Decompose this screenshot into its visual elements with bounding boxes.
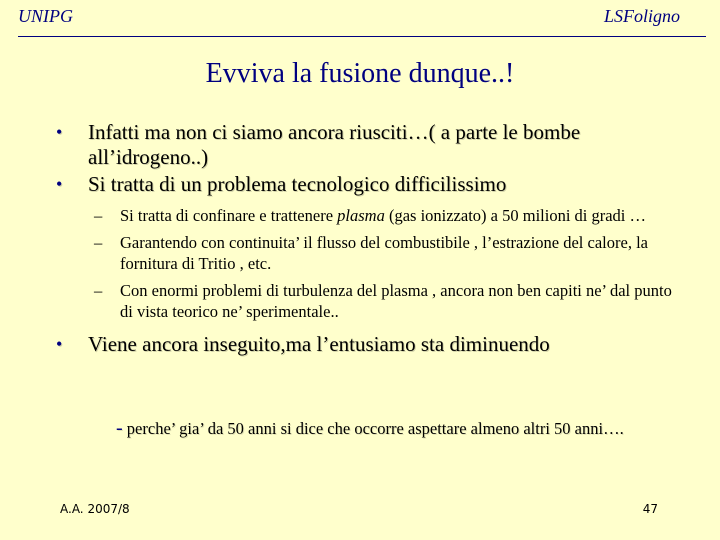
subbullet-item [94, 232, 676, 274]
subbullet-marker: – [94, 281, 103, 300]
subbullet-text-after: (gas ionizzato) a 50 milioni di gradi … [384, 206, 647, 225]
note-text: perche’ gia’ da 50 anni si dice che occorre aspettare almeno altri 50 anni…. [122, 419, 624, 438]
slide-title: Evviva la fusione dunque..! [205, 58, 515, 89]
bullet-marker: • [56, 122, 63, 142]
bullet-list [56, 120, 676, 359]
subbullet-marker: – [94, 233, 103, 252]
bullet-text: Viene ancora inseguito,ma l’entusiamo sta diminuendo [88, 332, 550, 356]
header-left-label: UNIPG [18, 6, 73, 26]
note-marker: - [116, 417, 123, 439]
bullet-item [56, 332, 676, 357]
note-paragraph [88, 416, 668, 441]
subbullet-text-before: Si tratta di confinare e trattenere [120, 206, 338, 225]
bullet-item [56, 120, 676, 170]
bullet-item [56, 172, 676, 197]
header-right-label: LSFoligno [603, 6, 680, 26]
subbullet-list [94, 205, 676, 322]
header-divider [18, 36, 706, 37]
subbullet-text: Garantendo con continuita’ il flusso del combustibile , l’estrazione del calore, la fornitura di Tritio , etc. [120, 233, 648, 273]
subbullet-marker: – [94, 206, 103, 225]
subbullet-text: Con enormi problemi di turbulenza del plasma , ancora non ben capiti ne’ dal punto di vista teorico ne’ sperimentale.. [120, 281, 672, 321]
bullet-text: Infatti ma non ci siamo ancora riusciti…( a parte le bombe all’idrogeno..) [88, 120, 581, 169]
subbullet-italic-term: plasma [337, 206, 385, 225]
bullet-marker: • [56, 334, 63, 354]
subbullet-item [94, 205, 676, 226]
subbullet-item [94, 280, 676, 322]
bullet-marker: • [56, 174, 63, 194]
footer-academic-year: A.A. 2007/8 [60, 502, 130, 516]
bullet-text: Si tratta di un problema tecnologico difficilissimo [88, 172, 507, 196]
footer-page-number: 47 [642, 502, 658, 516]
